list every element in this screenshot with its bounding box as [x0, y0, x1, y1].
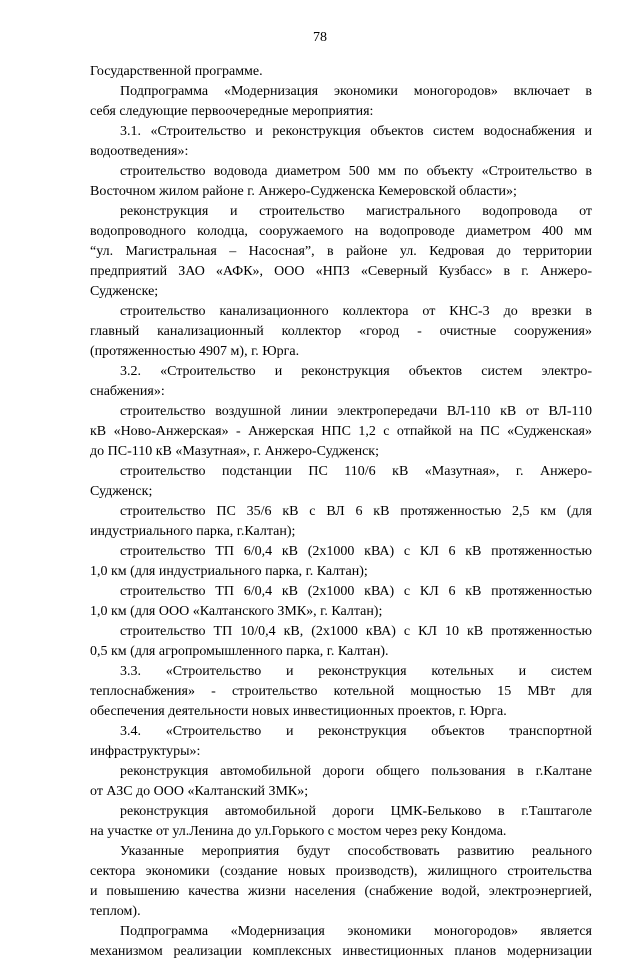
text-line: 1,0 км (для индустриального парка, г. Калтан);	[90, 564, 368, 579]
text-line: Восточном жилом районе г. Анжеро-Судженска Кемеровской области»;	[90, 184, 517, 199]
text-line: строительство ПС 35/6 кВ с ВЛ 6 кВ протяженностью 2,5 км (для	[120, 504, 592, 519]
text-line: строительство ТП 10/0,4 кВ, (2х1000 кВА) с КЛ 10 кВ протяженностью	[120, 624, 592, 639]
text-line: строительство ТП 6/0,4 кВ (2х1000 кВА) с КЛ 6 кВ протяженностью	[120, 584, 592, 599]
text-line: инфраструктуры»:	[90, 744, 201, 759]
text-line: главный канализационный коллектор «город - очистные сооружения»	[90, 324, 592, 339]
text-line: водоотведения»:	[90, 144, 189, 159]
text-line: кВ «Ново-Анжерская» - Анжерская НПС 1,2 с отпайкой на ПС «Судженская»	[90, 424, 592, 439]
text-line: на участке от ул.Ленина до ул.Горького с мостом через реку Кондома.	[90, 824, 507, 839]
text-line: себя следующие первоочередные мероприятия:	[90, 104, 374, 119]
text-line: реконструкция автомобильной дороги общего пользования в г.Калтане	[120, 764, 592, 779]
text-line: строительство водовода диаметром 500 мм по объекту «Строительство в	[120, 164, 592, 179]
text-line: механизмом реализации комплексных инвестиционных планов модернизации	[90, 944, 592, 959]
text-line: Судженск;	[90, 484, 153, 499]
text-line: от АЗС до ООО «Калтанский ЗМК»;	[90, 784, 309, 799]
text-line: Указанные мероприятия будут способствовать развитию реального	[120, 844, 592, 859]
text-line: сектора экономики (создание новых производств), жилищного строительства	[90, 864, 592, 879]
text-line: реконструкция и строительство магистрального водопровода от	[120, 204, 592, 219]
text-line: Государственной программе.	[90, 64, 263, 79]
text-line: (протяженностью 4907 м), г. Юрга.	[90, 344, 300, 359]
page-number: 78	[313, 30, 327, 45]
body-text	[90, 62, 592, 962]
text-line: до ПС-110 кВ «Мазутная», г. Анжеро-Судженск;	[90, 444, 379, 459]
text-line: обеспечения деятельности новых инвестиционных проектов, г. Юрга.	[90, 704, 507, 719]
text-line: реконструкция автомобильной дороги ЦМК-Бельково в г.Таштаголе	[120, 804, 592, 819]
text-line: 3.4. «Строительство и реконструкция объектов транспортной	[120, 724, 592, 739]
text-line: Подпрограмма «Модернизация экономики моногородов» является	[120, 924, 592, 939]
text-line: индустриального парка, г.Калтан);	[90, 524, 296, 539]
text-line: водопроводного колодца, сооружаемого на водопроводе диаметром 400 мм	[90, 224, 592, 239]
text-line: 3.1. «Строительство и реконструкция объектов систем водоснабжения и	[120, 124, 592, 139]
text-line: 0,5 км (для агропромышленного парка, г. Калтан).	[90, 644, 389, 659]
text-line: снабжения»:	[90, 384, 165, 399]
text-line: строительство воздушной линии электропередачи ВЛ-110 кВ от ВЛ-110	[120, 404, 592, 419]
text-line: строительство канализационного коллектора от КНС-3 до врезки в	[120, 304, 592, 319]
text-line: теплом).	[90, 904, 141, 919]
text-line: 1,0 км (для ООО «Калтанского ЗМК», г. Калтан);	[90, 604, 383, 619]
text-line: 3.2. «Строительство и реконструкция объектов систем электро-	[120, 364, 592, 379]
text-line: 3.3. «Строительство и реконструкция котельных и систем	[120, 664, 592, 679]
text-line: предприятий ЗАО «АФК», ООО «НПЗ «Северный Кузбасс» в г. Анжеро-	[90, 264, 592, 279]
text-line: теплоснабжения» - строительство котельной мощностью 15 МВт для	[90, 684, 592, 699]
text-line: Подпрограмма «Модернизация экономики моногородов» включает в	[120, 84, 592, 99]
text-line: строительство подстанции ПС 110/6 кВ «Мазутная», г. Анжеро-	[120, 464, 592, 479]
text-line: строительство ТП 6/0,4 кВ (2х1000 кВА) с КЛ 6 кВ протяженностью	[120, 544, 592, 559]
text-line: “ул. Магистральная – Насосная”, в районе ул. Кедровая до территории	[90, 244, 592, 259]
text-line: Судженске;	[90, 284, 159, 299]
text-line: и повышению качества жизни населения (снабжение водой, электроэнергией,	[90, 884, 592, 899]
